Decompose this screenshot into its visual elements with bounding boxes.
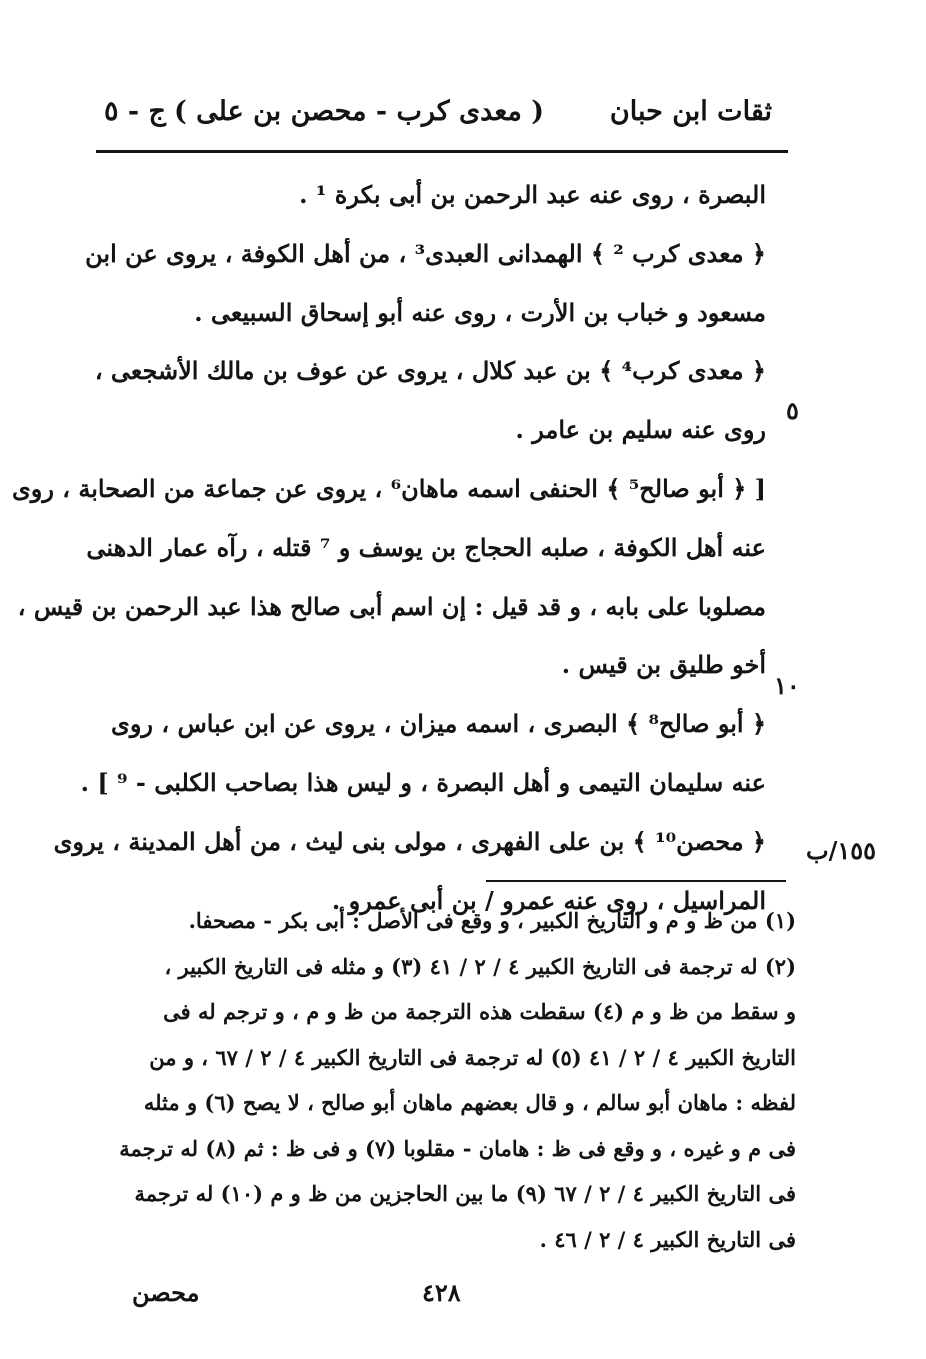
footnotes: [106, 898, 796, 1262]
text-line: [ ﴿ أبو صالح⁵ ﴾ الحنفى اسمه ماهان⁶ ، يروى عن جماعة من الصحابة ، روى: [11, 473, 766, 503]
text-line: مصلوبا على بابه ، و قد قيل : إن اسم أبى صالح هذا عبد الرحمن بن قيس ،: [17, 591, 766, 621]
running-header: [104, 96, 772, 142]
text-line: ﴿ محصن¹⁰ ﴾ بن على الفهرى ، مولى بنى ليث ، من أهل المدينة ، يروى: [53, 826, 766, 856]
footnote-line: و سقط من ظ و م (٤) سقطت هذه الترجمة من ظ و م ، و ترجم له فى: [163, 999, 796, 1024]
footnote-line: التاريخ الكبير ٤ / ٢ / ٤١ (٥) له ترجمة فى التاريخ الكبير ٤ / ٢ / ٦٧ ، و من: [149, 1044, 796, 1070]
footnote-line: فى م و غيره ، و وقع فى ظ : هامان - مقلوبا (٧) و فى ظ : ثم (٨) له ترجمة: [119, 1135, 796, 1161]
entry-range: ( معدى كرب - محصن بن على ): [174, 96, 544, 127]
footnote-line: لفظه : ماهان أبو سالم ، و قال بعضهم ماهان أبو صالح ، لا يصح (٦) و مثله: [143, 1090, 796, 1115]
text-line: ﴿ أبو صالح⁸ ﴾ البصرى ، اسمه ميزان ، يروى عن ابن عباس ، روى: [111, 709, 766, 739]
text-line: ﴿ معدى كرب⁴ ﴾ بن عبد كلال ، يروى عن عوف بن مالك الأشجعى ،: [94, 356, 766, 386]
manuscript-folio-marker: ١٥٥/ب: [806, 836, 877, 865]
volume-number: ج - ٥: [104, 96, 166, 127]
text-line: ﴿ معدى كرب ² ﴾ الهمدانى العبدى³ ، من أهل الكوفة ، يروى عن ابن: [85, 238, 766, 268]
text-line: عنه أهل الكوفة ، صلبه الحجاج بن يوسف و ⁷ قتله ، رآه عمار الدهنى: [86, 532, 766, 562]
catchword: محصن: [132, 1278, 200, 1307]
footnote-line: (١) من ظ و م و التاريخ الكبير ، و وقع فى الأصل : أبى بكر - مصحفا.: [188, 908, 796, 933]
text-line: المراسيل ، روى عنه عمرو / بن أبى عمرو .: [331, 885, 766, 915]
text-line: عنه سليمان التيمى و أهل البصرة ، و ليس هذا بصاحب الكلبى - ⁹ ] .: [80, 767, 766, 797]
header-rule: [96, 150, 788, 153]
footnote-line: فى التاريخ الكبير ٤ / ٢ / ٦٧ (٩) ما بين الحاجزين من ظ و م (١٠) له ترجمة: [134, 1181, 796, 1206]
text-line: البصرة ، روى عنه عبد الرحمن بن أبى بكرة ¹ .: [299, 180, 766, 209]
footnote-rule: [486, 880, 786, 882]
text-line: أخو طليق بن قيس .: [561, 650, 766, 680]
text-line: مسعود و خباب بن الأرت ، روى عنه أبو إسحاق السبيعى .: [194, 297, 766, 327]
footnote-line: (٢) له ترجمة فى التاريخ الكبير ٤ / ٢ / ٤١ (٣) و مثله فى التاريخ الكبير ،: [164, 953, 796, 979]
text-line: روى عنه سليم بن عامر .: [515, 415, 766, 445]
page-number: ٤٢٨: [422, 1278, 461, 1307]
main-text: [11, 166, 766, 930]
line-number-5: ٥: [786, 396, 799, 425]
line-number-10: ١٠: [774, 671, 800, 700]
footnote-line: فى التاريخ الكبير ٤ / ٢ / ٤٦ .: [539, 1226, 796, 1252]
book-title: ثقات ابن حبان: [609, 96, 772, 127]
